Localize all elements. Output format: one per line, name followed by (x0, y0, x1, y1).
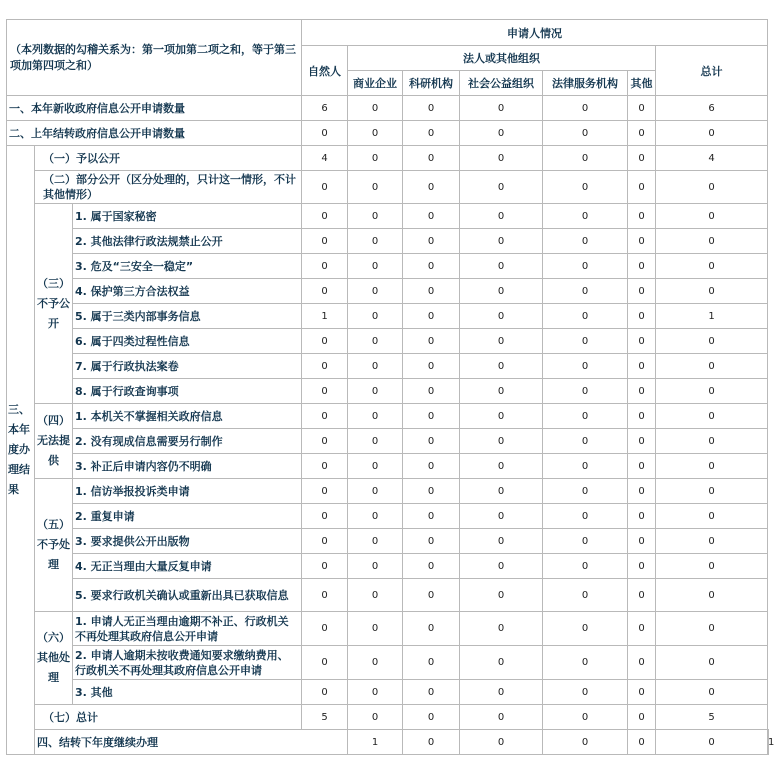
cell-commercial: 0 (348, 354, 403, 379)
cell-legal-service: 0 (543, 329, 628, 354)
cell-natural-person: 4 (302, 146, 348, 171)
cell-public-welfare: 0 (460, 96, 543, 121)
cell-total: 0 (656, 279, 768, 304)
cell-research: 0 (403, 379, 460, 404)
cell-other: 0 (628, 579, 656, 612)
cell-total: 0 (656, 379, 768, 404)
cell-legal-service: 0 (543, 454, 628, 479)
cell-natural-person: 0 (302, 204, 348, 229)
table-row (7, 646, 769, 680)
row-label: 二、上年结转政府信息公开申请数量 (7, 121, 302, 146)
cell-legal-service: 0 (543, 554, 628, 579)
table-row (7, 329, 769, 354)
table-row (7, 204, 769, 229)
cell-legal-service: 0 (543, 379, 628, 404)
cell-natural-person: 0 (302, 354, 348, 379)
cell-natural-person: 0 (302, 379, 348, 404)
cell-legal-service: 0 (543, 529, 628, 554)
cell-total: 0 (656, 612, 768, 646)
cell-public-welfare: 0 (460, 171, 543, 204)
cell-research: 0 (403, 121, 460, 146)
cell-research: 0 (460, 730, 543, 755)
cell-research: 0 (403, 304, 460, 329)
cell-legal-service: 0 (543, 96, 628, 121)
cell-other: 0 (628, 279, 656, 304)
cell-total: 0 (656, 171, 768, 204)
row-label: 5. 属于三类内部事务信息 (73, 304, 302, 329)
row-label: （二）部分公开（区分处理的，只计这一情形，不计其他情形） (35, 171, 302, 204)
cell-commercial: 0 (348, 529, 403, 554)
row-label: 3. 其他 (73, 680, 302, 705)
cell-natural-person: 0 (302, 646, 348, 680)
table-row (7, 612, 769, 646)
cell-legal-service: 0 (543, 279, 628, 304)
cell-other: 0 (656, 730, 768, 755)
cell-natural-person: 1 (302, 304, 348, 329)
row-label: 6. 属于四类过程性信息 (73, 329, 302, 354)
table-row (7, 304, 769, 329)
cell-legal-service: 0 (543, 304, 628, 329)
cell-legal-service: 0 (543, 429, 628, 454)
cell-commercial: 0 (348, 504, 403, 529)
cell-natural-person: 0 (302, 529, 348, 554)
cell-natural-person: 0 (302, 612, 348, 646)
cell-other: 0 (628, 171, 656, 204)
cell-public-welfare: 0 (460, 705, 543, 730)
cell-legal-service: 0 (543, 121, 628, 146)
cell-research: 0 (403, 146, 460, 171)
cell-natural-person: 0 (302, 121, 348, 146)
gov-info-disclosure-table-wrapper (6, 19, 775, 755)
row-label: 1. 本机关不掌握相关政府信息 (73, 404, 302, 429)
cell-research: 0 (403, 96, 460, 121)
org-type-legal-service: 法律服务机构 (543, 71, 628, 96)
total-header: 总计 (656, 46, 768, 96)
cell-legal-service: 0 (543, 404, 628, 429)
table-row (7, 379, 769, 404)
cell-natural-person: 5 (302, 705, 348, 730)
cell-research: 0 (403, 612, 460, 646)
cell-research: 0 (403, 329, 460, 354)
table-row (7, 554, 769, 579)
cell-total: 0 (656, 479, 768, 504)
cell-legal-service: 0 (543, 229, 628, 254)
cell-other: 0 (628, 329, 656, 354)
cell-total: 0 (656, 579, 768, 612)
cell-research: 0 (403, 229, 460, 254)
cell-research: 0 (403, 479, 460, 504)
cell-other: 0 (628, 479, 656, 504)
table-row (7, 96, 769, 121)
natural-person-header: 自然人 (302, 46, 348, 96)
cell-research: 0 (403, 504, 460, 529)
cell-public-welfare: 0 (460, 529, 543, 554)
table-row (7, 705, 769, 730)
org-type-commercial: 商业企业 (348, 71, 403, 96)
cell-total: 0 (656, 529, 768, 554)
cell-other: 0 (628, 121, 656, 146)
cell-legal-service: 0 (543, 612, 628, 646)
cell-commercial: 0 (348, 646, 403, 680)
cell-natural-person: 0 (302, 454, 348, 479)
cell-total: 0 (656, 354, 768, 379)
row-label: 四、结转下年度继续办理 (35, 730, 348, 755)
table-row (7, 121, 769, 146)
cell-other: 0 (628, 454, 656, 479)
cell-public-welfare: 0 (460, 646, 543, 680)
corner-note-cell: （本列数据的勾稽关系为：第一项加第二项之和，等于第三项加第四项之和） (7, 20, 302, 96)
cell-commercial: 0 (348, 554, 403, 579)
table-row (7, 479, 769, 504)
cell-other: 0 (628, 96, 656, 121)
cell-total: 0 (656, 646, 768, 680)
gov-info-disclosure-table (6, 19, 775, 755)
cell-natural-person: 0 (302, 171, 348, 204)
cell-research: 0 (403, 204, 460, 229)
row-label: 5. 要求行政机关确认或重新出具已获取信息 (73, 579, 302, 612)
cell-public-welfare: 0 (460, 204, 543, 229)
table-row (7, 730, 769, 755)
cell-total: 0 (656, 554, 768, 579)
row-label: 1. 属于国家秘密 (73, 204, 302, 229)
cell-public-welfare: 0 (460, 329, 543, 354)
cell-research: 0 (403, 554, 460, 579)
cell-other: 0 (628, 554, 656, 579)
cell-other: 0 (628, 429, 656, 454)
cell-commercial: 0 (348, 146, 403, 171)
row-label: 3. 补正后申请内容仍不明确 (73, 454, 302, 479)
cell-total: 0 (656, 504, 768, 529)
org-type-research: 科研机构 (403, 71, 460, 96)
group-label-unable-to-provide: （四）无法提供 (35, 404, 73, 479)
row-label: 2. 没有现成信息需要另行制作 (73, 429, 302, 454)
cell-other: 0 (628, 354, 656, 379)
cell-public-welfare: 0 (460, 121, 543, 146)
table-row (7, 579, 769, 612)
cell-public-welfare: 0 (460, 612, 543, 646)
cell-total: 1 (768, 730, 769, 755)
row-label: （一）予以公开 (35, 146, 302, 171)
applicant-situation-header: 申请人情况 (302, 20, 768, 46)
cell-natural-person: 0 (302, 504, 348, 529)
cell-total: 5 (656, 705, 768, 730)
row-label: 4. 保护第三方合法权益 (73, 279, 302, 304)
cell-public-welfare: 0 (460, 429, 543, 454)
cell-commercial: 0 (348, 579, 403, 612)
cell-total: 0 (656, 680, 768, 705)
cell-commercial: 0 (348, 171, 403, 204)
cell-legal-service: 0 (543, 479, 628, 504)
cell-other: 0 (628, 404, 656, 429)
cell-total: 6 (656, 96, 768, 121)
cell-commercial: 0 (348, 229, 403, 254)
cell-commercial: 0 (348, 121, 403, 146)
cell-total: 0 (656, 254, 768, 279)
cell-commercial: 0 (403, 730, 460, 755)
table-row (7, 279, 769, 304)
cell-legal-service: 0 (543, 680, 628, 705)
cell-public-welfare: 0 (460, 279, 543, 304)
cell-research: 0 (403, 279, 460, 304)
cell-legal-service: 0 (543, 705, 628, 730)
cell-other: 0 (628, 304, 656, 329)
cell-other: 0 (628, 254, 656, 279)
row-label: 1. 申请人无正当理由逾期不补正、行政机关不再处理其政府信息公开申请 (73, 612, 302, 646)
table-row (7, 429, 769, 454)
cell-research: 0 (403, 354, 460, 379)
cell-total: 4 (656, 146, 768, 171)
cell-research: 0 (403, 429, 460, 454)
cell-legal-service: 0 (543, 254, 628, 279)
group-label-results: 三、本年度办理结果 (7, 146, 35, 755)
cell-public-welfare: 0 (460, 254, 543, 279)
cell-public-welfare: 0 (460, 379, 543, 404)
table-row (7, 254, 769, 279)
cell-natural-person: 0 (302, 579, 348, 612)
cell-public-welfare: 0 (460, 554, 543, 579)
row-label: 2. 申请人逾期未按收费通知要求缴纳费用、行政机关不再处理其政府信息公开申请 (73, 646, 302, 680)
cell-public-welfare: 0 (460, 404, 543, 429)
cell-research: 0 (403, 454, 460, 479)
table-row (7, 680, 769, 705)
legal-or-other-org-header: 法人或其他组织 (348, 46, 656, 71)
cell-research: 0 (403, 579, 460, 612)
cell-total: 0 (656, 404, 768, 429)
cell-other: 0 (628, 529, 656, 554)
cell-public-welfare: 0 (460, 354, 543, 379)
group-label-not-processed: （五）不予处理 (35, 479, 73, 612)
cell-research: 0 (403, 171, 460, 204)
cell-other: 0 (628, 229, 656, 254)
cell-natural-person: 0 (302, 254, 348, 279)
cell-public-welfare: 0 (460, 229, 543, 254)
cell-natural-person: 0 (302, 429, 348, 454)
row-label: 3. 危及“三安全一稳定” (73, 254, 302, 279)
cell-legal-service: 0 (543, 354, 628, 379)
cell-commercial: 0 (348, 329, 403, 354)
row-label: 一、本年新收政府信息公开申请数量 (7, 96, 302, 121)
table-row (7, 504, 769, 529)
cell-commercial: 0 (348, 204, 403, 229)
cell-other: 0 (628, 646, 656, 680)
cell-commercial: 0 (348, 304, 403, 329)
cell-commercial: 0 (348, 705, 403, 730)
cell-total: 0 (656, 429, 768, 454)
cell-public-welfare: 0 (543, 730, 628, 755)
cell-commercial: 0 (348, 96, 403, 121)
cell-public-welfare: 0 (460, 479, 543, 504)
cell-natural-person: 0 (302, 554, 348, 579)
org-type-public-welfare: 社会公益组织 (460, 71, 543, 96)
cell-total: 0 (656, 204, 768, 229)
table-row (7, 354, 769, 379)
cell-commercial: 0 (348, 429, 403, 454)
cell-natural-person: 0 (302, 680, 348, 705)
cell-commercial: 0 (348, 612, 403, 646)
cell-legal-service: 0 (543, 204, 628, 229)
cell-legal-service: 0 (543, 504, 628, 529)
org-type-other: 其他 (628, 71, 656, 96)
cell-public-welfare: 0 (460, 304, 543, 329)
cell-commercial: 0 (348, 279, 403, 304)
cell-natural-person: 0 (302, 229, 348, 254)
cell-commercial: 0 (348, 254, 403, 279)
group-label-not-disclosed: （三）不予公开 (35, 204, 73, 404)
table-row (7, 171, 769, 204)
cell-public-welfare: 0 (460, 680, 543, 705)
table-row (7, 529, 769, 554)
cell-commercial: 0 (348, 454, 403, 479)
row-label: 1. 信访举报投诉类申请 (73, 479, 302, 504)
cell-total: 0 (656, 454, 768, 479)
cell-natural-person: 1 (348, 730, 403, 755)
cell-natural-person: 0 (302, 329, 348, 354)
cell-total: 0 (656, 121, 768, 146)
cell-other: 0 (628, 504, 656, 529)
row-label: 4. 无正当理由大量反复申请 (73, 554, 302, 579)
row-label: 2. 其他法律行政法规禁止公开 (73, 229, 302, 254)
cell-public-welfare: 0 (460, 579, 543, 612)
cell-commercial: 0 (348, 379, 403, 404)
row-label: （七）总计 (35, 705, 302, 730)
cell-other: 0 (628, 379, 656, 404)
cell-other: 0 (628, 705, 656, 730)
cell-research: 0 (403, 705, 460, 730)
cell-commercial: 0 (348, 680, 403, 705)
table-row (7, 229, 769, 254)
group-label-other-handling: （六）其他处理 (35, 612, 73, 705)
cell-research: 0 (403, 646, 460, 680)
cell-other: 0 (628, 204, 656, 229)
cell-other: 0 (628, 612, 656, 646)
cell-total: 1 (656, 304, 768, 329)
cell-legal-service: 0 (543, 646, 628, 680)
cell-other: 0 (628, 146, 656, 171)
cell-total: 0 (656, 329, 768, 354)
cell-public-welfare: 0 (460, 504, 543, 529)
cell-legal-service: 0 (543, 579, 628, 612)
cell-other: 0 (628, 680, 656, 705)
row-label: 3. 要求提供公开出版物 (73, 529, 302, 554)
cell-legal-service: 0 (543, 146, 628, 171)
row-label: 2. 重复申请 (73, 504, 302, 529)
cell-legal-service: 0 (543, 171, 628, 204)
cell-research: 0 (403, 254, 460, 279)
table-row (7, 454, 769, 479)
cell-natural-person: 0 (302, 279, 348, 304)
cell-research: 0 (403, 404, 460, 429)
cell-natural-person: 0 (302, 404, 348, 429)
row-label: 8. 属于行政查询事项 (73, 379, 302, 404)
table-row (7, 146, 769, 171)
cell-legal-service: 0 (628, 730, 656, 755)
table-row (7, 404, 769, 429)
row-label: 7. 属于行政执法案卷 (73, 354, 302, 379)
cell-total: 0 (656, 229, 768, 254)
cell-research: 0 (403, 529, 460, 554)
cell-natural-person: 6 (302, 96, 348, 121)
cell-commercial: 0 (348, 479, 403, 504)
cell-natural-person: 0 (302, 479, 348, 504)
cell-research: 0 (403, 680, 460, 705)
cell-commercial: 0 (348, 404, 403, 429)
cell-public-welfare: 0 (460, 454, 543, 479)
cell-public-welfare: 0 (460, 146, 543, 171)
